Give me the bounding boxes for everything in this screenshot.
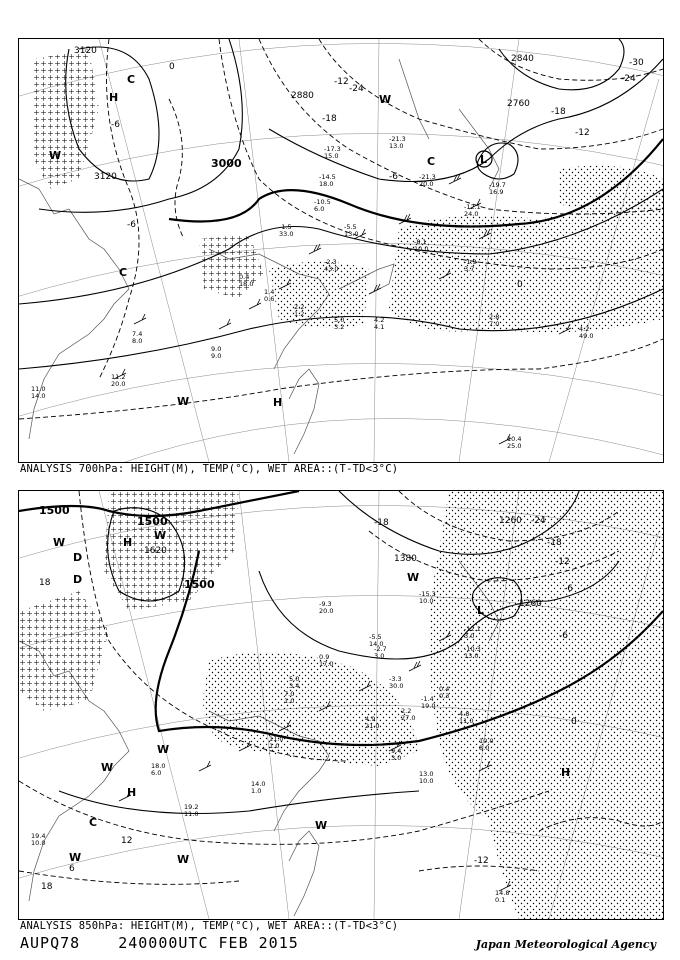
station-temp: -1.5: [279, 223, 292, 231]
temp-label: -18: [374, 518, 389, 528]
station-dewpoint-depression: 27.0: [401, 714, 416, 722]
station-dewpoint-depression: 9.0: [211, 352, 222, 360]
station-temp: 10.0: [479, 737, 494, 745]
station-dewpoint-depression: 0.1: [495, 896, 506, 904]
system-low: L: [480, 153, 488, 166]
station-dewpoint-depression: 1.0: [251, 787, 262, 795]
station-temp: 11.0: [269, 735, 284, 743]
station-dewpoint-depression: 13.0: [389, 142, 404, 150]
station-temp: 9.4: [391, 747, 402, 755]
station-temp: -8.1: [414, 238, 427, 246]
temp-label: -6: [127, 220, 136, 230]
temp-label: -12: [334, 77, 349, 87]
temp-label: 18: [39, 578, 51, 588]
station-temp: 4.2: [374, 316, 385, 324]
station-dewpoint-depression: 1.0: [269, 742, 280, 750]
station-dewpoint-depression: 49.0: [579, 332, 594, 340]
station-dewpoint-depression: 3.2: [334, 323, 345, 331]
map-canvas-700hpa: [19, 39, 663, 462]
station-temp: -5.5: [344, 223, 357, 231]
map-panel-850hpa: [18, 490, 664, 920]
agency-name: Japan Meteorological Agency: [475, 938, 656, 951]
height-label: 1620: [144, 546, 167, 556]
station-dewpoint-depression: 24.0: [464, 210, 479, 218]
station-temp: 2.2: [294, 303, 305, 311]
station-dewpoint-depression: 10.0: [419, 777, 434, 785]
temp-label: -18: [547, 538, 562, 548]
station-dewpoint-depression: 43.0: [324, 265, 339, 273]
product-code: AUPQ78: [20, 934, 81, 952]
station-dewpoint-depression: 3.0: [391, 754, 402, 762]
station-temp: -19.7: [489, 181, 506, 189]
station-temp: 0.4: [239, 273, 250, 281]
station-temp: -12.1: [464, 625, 481, 633]
temp-label: -12: [575, 128, 590, 138]
product-footer: [20, 934, 299, 952]
system-high: H: [123, 536, 133, 549]
station-temp: 19.4: [31, 832, 46, 840]
station-temp: 4.2: [579, 325, 590, 333]
station-temp: -10.3: [464, 645, 481, 653]
station-dewpoint-depression: 3.0: [374, 652, 385, 660]
station-dewpoint-depression: 6.0: [151, 769, 162, 777]
temp-label: 0: [571, 717, 577, 727]
station-temp: -1.9: [464, 258, 477, 266]
station-temp: 11.0: [31, 385, 46, 393]
temp-label: -24: [531, 516, 546, 526]
station-dewpoint-depression: 18.0: [319, 180, 334, 188]
temp-label: 18: [41, 882, 53, 892]
station-dewpoint-depression: 14.0: [369, 640, 384, 648]
station-dewpoint-depression: 33.0: [279, 230, 294, 238]
station-temp: -21.3: [419, 173, 436, 181]
station-dewpoint-depression: 11.0: [459, 717, 474, 725]
height-label: 2760: [507, 99, 530, 109]
height-label: 1500: [184, 578, 215, 591]
system-warm: W: [69, 851, 82, 864]
temp-label: -6: [559, 631, 568, 641]
station-temp: 2.8: [489, 313, 500, 321]
system-warm: W: [101, 761, 114, 774]
station-dewpoint-depression: 13.0: [344, 230, 359, 238]
height-label: 3000: [211, 157, 242, 170]
temp-label: -6: [389, 172, 398, 182]
temp-label: 6: [69, 864, 75, 874]
system-warm: W: [157, 743, 170, 756]
station-dewpoint-depression: 10.0: [419, 597, 434, 605]
height-label: 1380: [394, 554, 417, 564]
station-dewpoint-depression: 20.0: [319, 607, 334, 615]
analysis-time: 240000UTC FEB 2015: [118, 934, 299, 952]
station-dewpoint-depression: 20.0: [111, 380, 126, 388]
station-temp: -2.7: [374, 645, 387, 653]
system-cold: C: [127, 73, 136, 86]
station-temp: -12.1: [464, 203, 481, 211]
height-label: 1260: [519, 599, 542, 609]
station-dewpoint-depression: 25.0: [507, 442, 522, 450]
height-label: 3120: [74, 46, 97, 56]
station-temp: -15.3: [419, 590, 436, 598]
system-high: H: [561, 766, 571, 779]
map-panel-700hpa: [18, 38, 664, 463]
system-warm: W: [53, 536, 66, 549]
station-temp: 5.0: [334, 316, 345, 324]
system-warm: W: [154, 529, 167, 542]
station-dewpoint-depression: 0.6: [264, 295, 275, 303]
station-temp: -10.5: [314, 198, 331, 206]
height-label: 1500: [39, 504, 70, 517]
station-temp: 1.4: [264, 288, 275, 296]
height-label: 1260: [499, 516, 522, 526]
station-dewpoint-depression: 13.0: [464, 652, 479, 660]
temp-label: -24: [349, 84, 364, 94]
station-dewpoint-depression: 3.7: [464, 265, 475, 273]
station-dewpoint-depression: 30.0: [389, 682, 404, 690]
station-temp: 9.0: [211, 345, 222, 353]
station-temp: 2.2: [401, 707, 412, 715]
station-dewpoint-depression: 14.0: [31, 392, 46, 400]
station-dewpoint-depression: 8.0: [132, 337, 143, 345]
station-temp: 18.0: [151, 762, 166, 770]
station-temp: 14.8: [495, 889, 510, 897]
temp-label: -6: [564, 584, 573, 594]
station-temp: 7.4: [132, 330, 143, 338]
panel-caption-700hpa: ANALYSIS 700hPa: HEIGHT(M), TEMP(°C), WET AREA::(T-TD<3°C): [20, 463, 399, 475]
temp-label: -18: [551, 107, 566, 117]
station-temp: 4.9: [365, 715, 376, 723]
station-temp: -14.5: [319, 173, 336, 181]
temp-label: -18: [322, 114, 337, 124]
temp-label: -24: [621, 74, 636, 84]
system-warm: W: [49, 149, 62, 162]
temp-label: 0: [517, 280, 523, 290]
station-temp: -1.4: [421, 695, 434, 703]
system-warm: W: [177, 395, 190, 408]
station-temp: -17.3: [324, 145, 341, 153]
station-dewpoint-depression: 1.0: [284, 697, 295, 705]
station-dewpoint-depression: 6.0: [314, 205, 325, 213]
station-temp: 0.4: [439, 685, 450, 693]
station-dewpoint-depression: 1.2: [294, 310, 305, 318]
station-dewpoint-depression: 4.1: [374, 323, 385, 331]
height-labels: [74, 46, 534, 182]
system-dry: D: [73, 573, 83, 586]
temp-label: 0: [169, 62, 175, 72]
station-temp: -2.3: [324, 258, 337, 266]
system-cold: C: [119, 266, 128, 279]
station-dewpoint-depression: 19.0: [421, 702, 436, 710]
station-dewpoint-depression: 10.0: [414, 245, 429, 253]
station-dewpoint-depression: 7.0: [489, 320, 500, 328]
station-temp: -3.3: [389, 675, 402, 683]
system-dry: D: [73, 551, 83, 564]
system-cold: C: [427, 155, 436, 168]
height-label: 3120: [94, 172, 117, 182]
station-temp: -5.5: [369, 633, 382, 641]
map-canvas-850hpa: [19, 491, 663, 919]
station-dewpoint-depression: 16.9: [489, 188, 504, 196]
panel-caption-850hpa: ANALYSIS 850hPa: HEIGHT(M), TEMP(°C), WET AREA::(T-TD<3°C): [20, 920, 399, 932]
station-temp: -9.3: [319, 600, 332, 608]
height-label: 2880: [291, 91, 314, 101]
station-temp: 10.4: [507, 435, 522, 443]
system-warm: W: [407, 571, 420, 584]
station-temp: -21.3: [389, 135, 406, 143]
station-dewpoint-depression: 8.0: [479, 744, 490, 752]
temp-label: -6: [111, 120, 120, 130]
station-temp: 14.0: [251, 780, 266, 788]
height-label: 1500: [137, 515, 168, 528]
system-high: H: [127, 786, 137, 799]
system-warm: W: [379, 93, 392, 106]
station-temp: 11.2: [111, 373, 126, 381]
station-temp: 19.2: [184, 803, 199, 811]
station-temp: 7.0: [284, 690, 295, 698]
station-temp: 4.8: [459, 710, 470, 718]
station-dewpoint-depression: 21.0: [365, 722, 380, 730]
system-warm: W: [315, 819, 328, 832]
system-cold: C: [89, 816, 98, 829]
system-low: L: [477, 604, 485, 617]
system-warm: W: [177, 853, 190, 866]
station-dewpoint-depression: 10.0: [31, 839, 46, 847]
station-dewpoint-depression: 0.3: [439, 692, 450, 700]
station-temp: 0.9: [319, 653, 330, 661]
temp-label: -30: [629, 58, 644, 68]
temp-label: 12: [121, 836, 133, 846]
station-dewpoint-depression: 15.0: [324, 152, 339, 160]
station-dewpoint-depression: 17.0: [319, 660, 334, 668]
temp-label: -12: [555, 557, 570, 567]
station-temp: 13.0: [419, 770, 434, 778]
system-high: H: [273, 396, 283, 409]
station-dewpoint-depression: 3.4: [289, 682, 300, 690]
wet-areas: [19, 491, 663, 919]
system-high: H: [109, 91, 119, 104]
height-label: 2840: [511, 54, 534, 64]
station-dewpoint-depression: 3.0: [464, 632, 475, 640]
temp-label: -12: [474, 856, 489, 866]
station-temp: 5.0: [289, 675, 300, 683]
station-dewpoint-depression: 20.0: [419, 180, 434, 188]
station-dewpoint-depression: 11.0: [184, 810, 199, 818]
station-dewpoint-depression: 18.0: [239, 280, 254, 288]
